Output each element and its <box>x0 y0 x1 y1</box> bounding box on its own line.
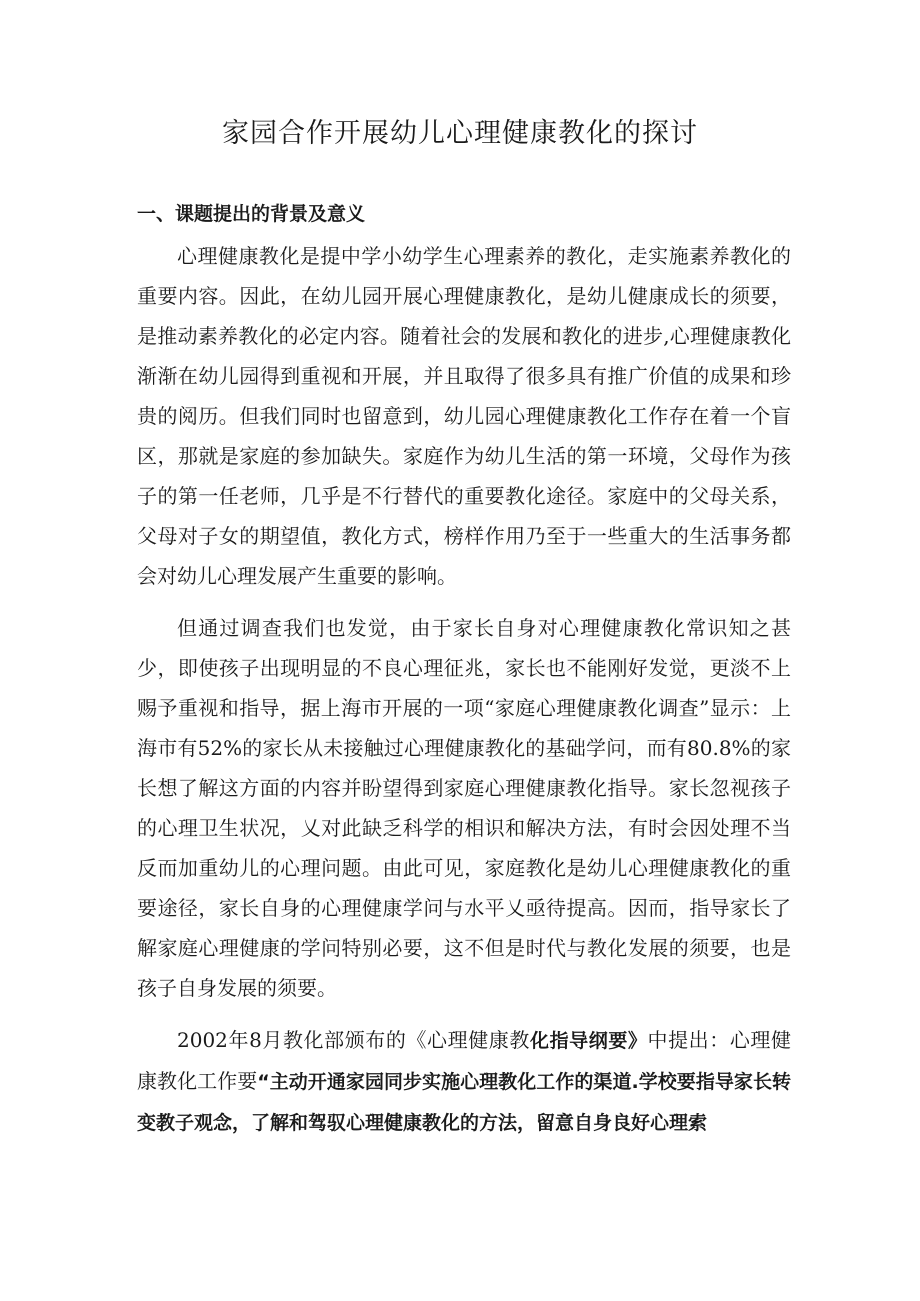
paragraph-3 <box>137 1020 791 1143</box>
paragraph-3-bold-quote: “主动开通家园同步实施心理教化工作的渠道.学校要指导家长转变教子观念，了解和驾驭心理健康教化的方法，留意自身良好心理索 <box>137 1071 791 1134</box>
section-heading: 一、课题提出的背景及意义 <box>137 203 366 225</box>
paragraph-3-plain: 中提出：心理健康教化工作要 <box>137 1028 792 1093</box>
paragraph-1: 心理健康教化是提中学小幼学生心理素养的教化，走实施素养教化的重要内容。因此，在幼儿园开展心理健康教化，是幼儿健康成长的须要，是推动素养教化的必定内容。随着社会的发展和教化的进步,心理健康教化渐渐在幼儿园得到重视和开展，并且取得了很多具有推广价值的成果和珍贵的阅历。但我们同时也留意到，幼儿园心理健康教化工作存在着一个盲区，那就是家庭的参加缺失。家庭作为幼儿生活的第一环境，父母作为孩子的第一任老师，几乎是不行替代的重要教化途径。家庭中的父母关系，父母对子女的期望值，教化方式，榜样作用乃至于一些重大的生活事务都会对幼儿心理发展产生重要的影响。 <box>137 244 791 588</box>
paragraph-3-lead: 2002年8月教化部颁布的《心理健康教 <box>177 1028 530 1052</box>
paragraph-3-bold-title: 化指导纲要》 <box>529 1030 648 1052</box>
document-title: 家园合作开展幼儿心理健康教化的探讨 <box>222 118 698 149</box>
body-text <box>137 236 791 1143</box>
paragraph-2: 但通过调查我们也发觉，由于家长自身对心理健康教化常识知之甚少，即使孩子出现明显的不良心理征兆，家长也不能刚好发觉，更淡不上赐予重视和指导，据上海市开展的一项“家庭心理健康教化调查”显示：上海市有52%的家长从未接触过心理健康教化的基础学问，而有80.8%的家长想了解这方面的内容并盼望得到家庭心理健康教化指导。家长忽视孩子的心理卫生状况，乂对此缺乏科学的相识和解决方法，有时会因处理不当反而加重幼儿的心理问题。由此可见，家庭教化是幼儿心理健康教化的重要途径，家长自身的心理健康学问与水平乂亟待提高。因而，指导家长了解家庭心理健康的学问特别必要，这不但是时代与教化发展的须要，也是孩子自身发展的须要。 <box>137 616 791 1000</box>
